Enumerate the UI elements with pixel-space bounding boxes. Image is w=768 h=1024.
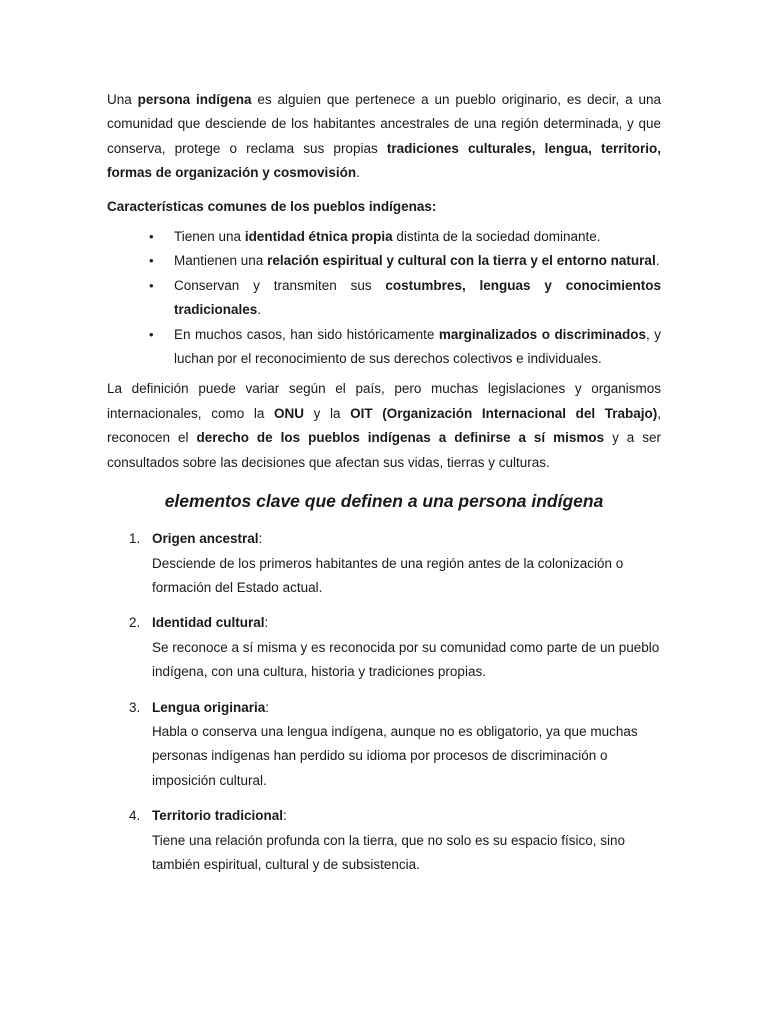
list-item: • Tienen una identidad étnica propia distinta de la sociedad dominante. (107, 225, 661, 249)
item-number: 4. (129, 808, 141, 824)
item-description: Tiene una relación profunda con la tierra, que no solo es su espacio físico, sino también espiritual, cultural y de subsistencia. (152, 832, 626, 872)
bullet-icon: • (149, 326, 154, 342)
section-title: elementos clave que definen a una persona indígena (164, 491, 604, 512)
characteristics-heading: Características comunes de los pueblos indígenas: (107, 198, 437, 214)
item-label: Lengua originaria (152, 699, 266, 715)
item-label: Identidad cultural (152, 615, 265, 631)
characteristics-list (107, 225, 661, 371)
list-item: • Mantienen una relación espiritual y cultural con la tierra y el entorno natural. (107, 249, 661, 273)
bullet-icon: • (149, 277, 154, 293)
document-page (107, 88, 661, 888)
item-description: Se reconoce a sí misma y es reconocida por su comunidad como parte de un pueblo indígena, con una cultura, historia y tradiciones propias. (152, 639, 660, 680)
list-item: 2. Identidad cultural: Se reconoce a sí misma y es reconocida por su comunidad como parte de un pueblo indígena, con una cultura, historia y tradiciones propias. (107, 611, 661, 684)
key-elements-list (107, 527, 661, 877)
item-number: 1. (129, 531, 141, 547)
item-label: Origen ancestral (152, 531, 259, 547)
list-item: • Conservan y transmiten sus costumbres, lenguas y conocimientos tradicionales. (107, 274, 661, 323)
item-label: Territorio tradicional (152, 808, 284, 824)
list-item: 3. Lengua originaria: Habla o conserva una lengua indígena, aunque no es obligatorio, ya que muchas personas indígenas han perdido su idioma por procesos de discriminación o imposición cultural. (107, 696, 661, 794)
intro-paragraph: Una persona indígena es alguien que pertenece a un pueblo originario, es decir, a una comunidad que desciende de los habitantes ancestrales de una región determinada, y que conserva, protege o reclama sus propias tradiciones culturales, lengua, territorio, formas de organización y cosmovisión. (107, 92, 661, 181)
bullet-icon: • (149, 229, 154, 245)
list-item: 1. Origen ancestral: Desciende de los primeros habitantes de una región antes de la colonización o formación del Estado actual. (107, 527, 661, 600)
definition-paragraph: La definición puede variar según el país, pero muchas legislaciones y organismos internacionales, como la ONU y la OIT (Organización Internacional del Trabajo), reconocen el derecho de los pueblos indígenas a definirse a sí mismos y a ser consultados sobre las decisiones que afectan sus vidas, tierras y culturas. (107, 381, 662, 470)
item-description: Habla o conserva una lengua indígena, aunque no es obligatorio, ya que muchas personas indígenas han perdido su idioma por procesos de discriminación o imposición cultural. (152, 723, 638, 788)
bullet-icon: • (149, 253, 154, 269)
list-item: • En muchos casos, han sido históricamente marginalizados o discriminados, y luchan por el reconocimiento de sus derechos colectivos e individuales. (107, 323, 661, 372)
item-description: Desciende de los primeros habitantes de una región antes de la colonización o formación del Estado actual. (152, 555, 624, 595)
list-item: 4. Territorio tradicional: Tiene una relación profunda con la tierra, que no solo es su espacio físico, sino también espiritual, cultural y de subsistencia. (107, 804, 661, 877)
item-number: 2. (129, 615, 141, 631)
item-number: 3. (129, 699, 141, 715)
